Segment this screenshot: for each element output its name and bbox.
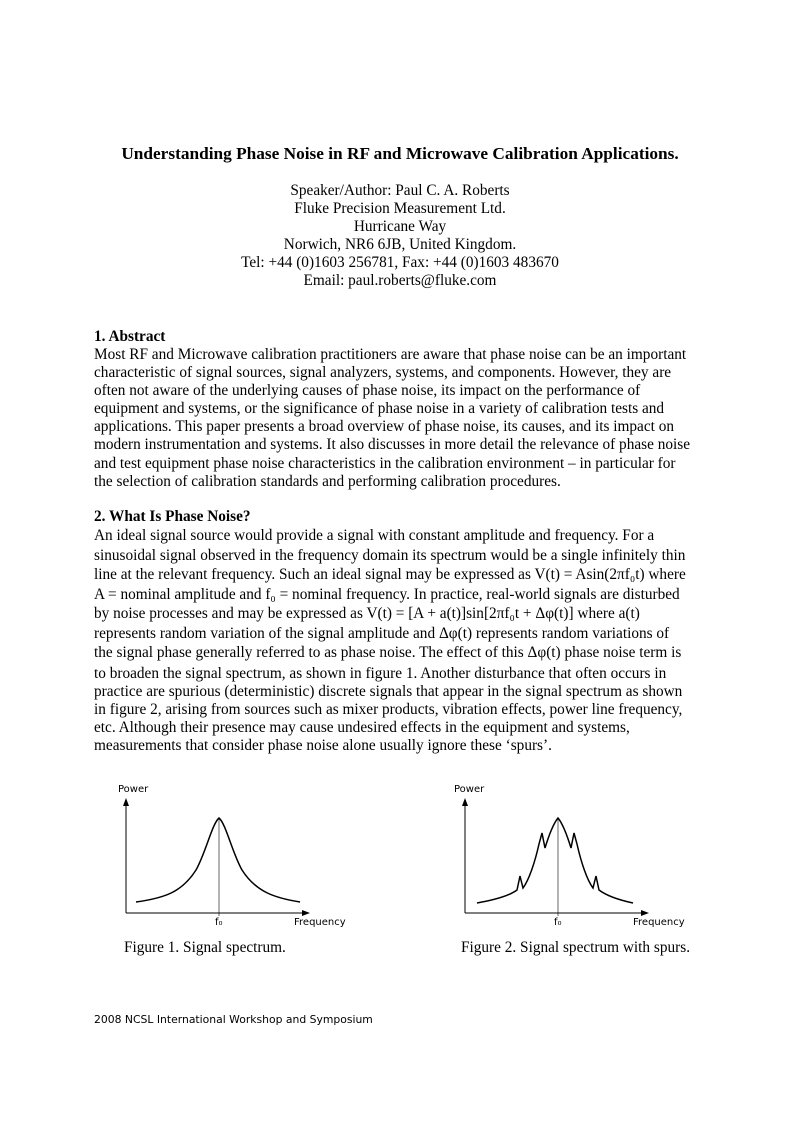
body-line: An ideal signal source would provide a signal with constant amplitude and frequency. For a	[94, 527, 655, 544]
body-text: the signal phase generally referred to as phase noise. The effect of this	[94, 644, 528, 661]
y-axis-label: Power	[118, 784, 149, 795]
body-text: phase noise term is	[560, 644, 682, 661]
phone-line: Tel: +44 (0)1603 256781, Fax: +44 (0)1603 483670	[241, 254, 559, 271]
body-text: represents random variations of	[472, 624, 670, 642]
paper-title: Understanding Phase Noise in RF and Microwave Calibration Applications.	[121, 144, 679, 163]
amplitude-term: a(t)	[618, 605, 640, 622]
affiliation-line: Fluke Precision Measurement Ltd.	[294, 200, 506, 217]
body-line	[94, 624, 714, 644]
figure-1	[110, 780, 370, 960]
body-line: in figure 2, arising from sources such as mixer products, vibration effects, power line frequency,	[94, 701, 683, 719]
abstract-heading: 1. Abstract	[94, 328, 166, 345]
body-line: measurements that consider phase noise alone usually ignore these ‘spurs’.	[94, 737, 552, 755]
body-line	[94, 643, 714, 663]
f0-tick-label: f₀	[554, 917, 562, 928]
figure-2-plot	[449, 780, 709, 940]
x-axis-label: Frequency	[633, 917, 685, 928]
abstract-line: equipment and systems, or the significance of phase noise in a variety of calibration tests and	[94, 400, 665, 418]
abstract-line: applications. This paper presents a broad overview of phase noise, its causes, and its impact on	[94, 418, 674, 436]
figure-2	[449, 780, 709, 960]
f0-tick-label: f₀	[215, 917, 223, 928]
page-footer: 2008 NCSL International Workshop and Symposium	[94, 1013, 373, 1026]
section2-paragraph-continued	[94, 665, 714, 755]
x-axis-label: Frequency	[294, 917, 346, 928]
figure-1-caption: Figure 1. Signal spectrum.	[124, 939, 286, 956]
body-text: line at the relevant frequency. Such an ideal signal may be expressed as	[94, 566, 535, 583]
ideal-signal-equation: V(t) = Asin(2πf₀t)	[534, 566, 645, 583]
body-line: to broaden the signal spectrum, as shown in figure 1. Another disturbance that often occurs in	[94, 665, 667, 682]
y-axis-label: Power	[454, 784, 485, 795]
abstract-line: the selection of calibration standards and performing calibration procedures.	[94, 472, 561, 490]
body-line: sinusoidal signal observed in the frequency domain its spectrum would be a single infinitely thin	[94, 546, 686, 564]
address-line: Norwich, NR6 6JB, United Kingdom.	[283, 236, 517, 253]
x-axis-arrow	[641, 910, 649, 916]
author-line: Speaker/Author: Paul C. A. Roberts	[290, 182, 510, 199]
phase-term: Δφ(t)	[438, 624, 473, 642]
abstract-line: and test equipment phase noise characteristics in the calibration environment – in particular for	[94, 454, 676, 472]
y-axis-arrow	[123, 798, 129, 806]
body-text: where	[644, 566, 686, 583]
abstract-paragraph	[94, 346, 714, 491]
author-block	[0, 182, 800, 290]
abstract-line: Most RF and Microwave calibration practitioners are aware that phase noise can be an important	[94, 346, 687, 363]
body-line	[94, 565, 714, 585]
email-line: Email: paul.roberts@fluke.com	[303, 272, 497, 289]
section2-heading: 2. What Is Phase Noise?	[94, 508, 251, 525]
body-line: practice are spurious (deterministic) discrete signals that appear in the signal spectrum as shown	[94, 683, 683, 701]
abstract-line: modern instrumentation and systems. It also discusses in more detail the relevance of phase noise	[94, 436, 691, 454]
abstract-line: characteristic of signal sources, signal analyzers, systems, and components. However, they are	[94, 364, 672, 382]
body-text: by noise processes and may be expressed as	[94, 605, 367, 622]
body-text: represents random variation of the signal amplitude and	[94, 624, 439, 642]
abstract-line: often not aware of the underlying causes of phase noise, its impact on the performance of	[94, 382, 641, 400]
signal-spectrum-curve	[136, 818, 300, 902]
phase-term: Δφ(t)	[527, 644, 561, 661]
signal-spectrum-with-spurs-curve	[477, 818, 633, 903]
y-axis-arrow	[462, 798, 468, 806]
address-line: Hurricane Way	[353, 218, 447, 235]
body-line: A = nominal amplitude and f₀ = nominal frequency. In practice, real-world signals are disturbed	[94, 585, 680, 603]
figure-1-plot	[110, 780, 370, 940]
body-text: where	[573, 605, 619, 622]
noisy-signal-equation: V(t) = [A + a(t)]sin[2πf₀t + Δφ(t)]	[366, 605, 574, 622]
figure-2-caption: Figure 2. Signal spectrum with spurs.	[461, 939, 691, 956]
x-axis-arrow	[302, 910, 310, 916]
section2-paragraph	[94, 526, 714, 663]
body-line	[94, 604, 714, 624]
body-line: etc. Although their presence may cause undesired effects in the equipment and systems,	[94, 719, 630, 737]
